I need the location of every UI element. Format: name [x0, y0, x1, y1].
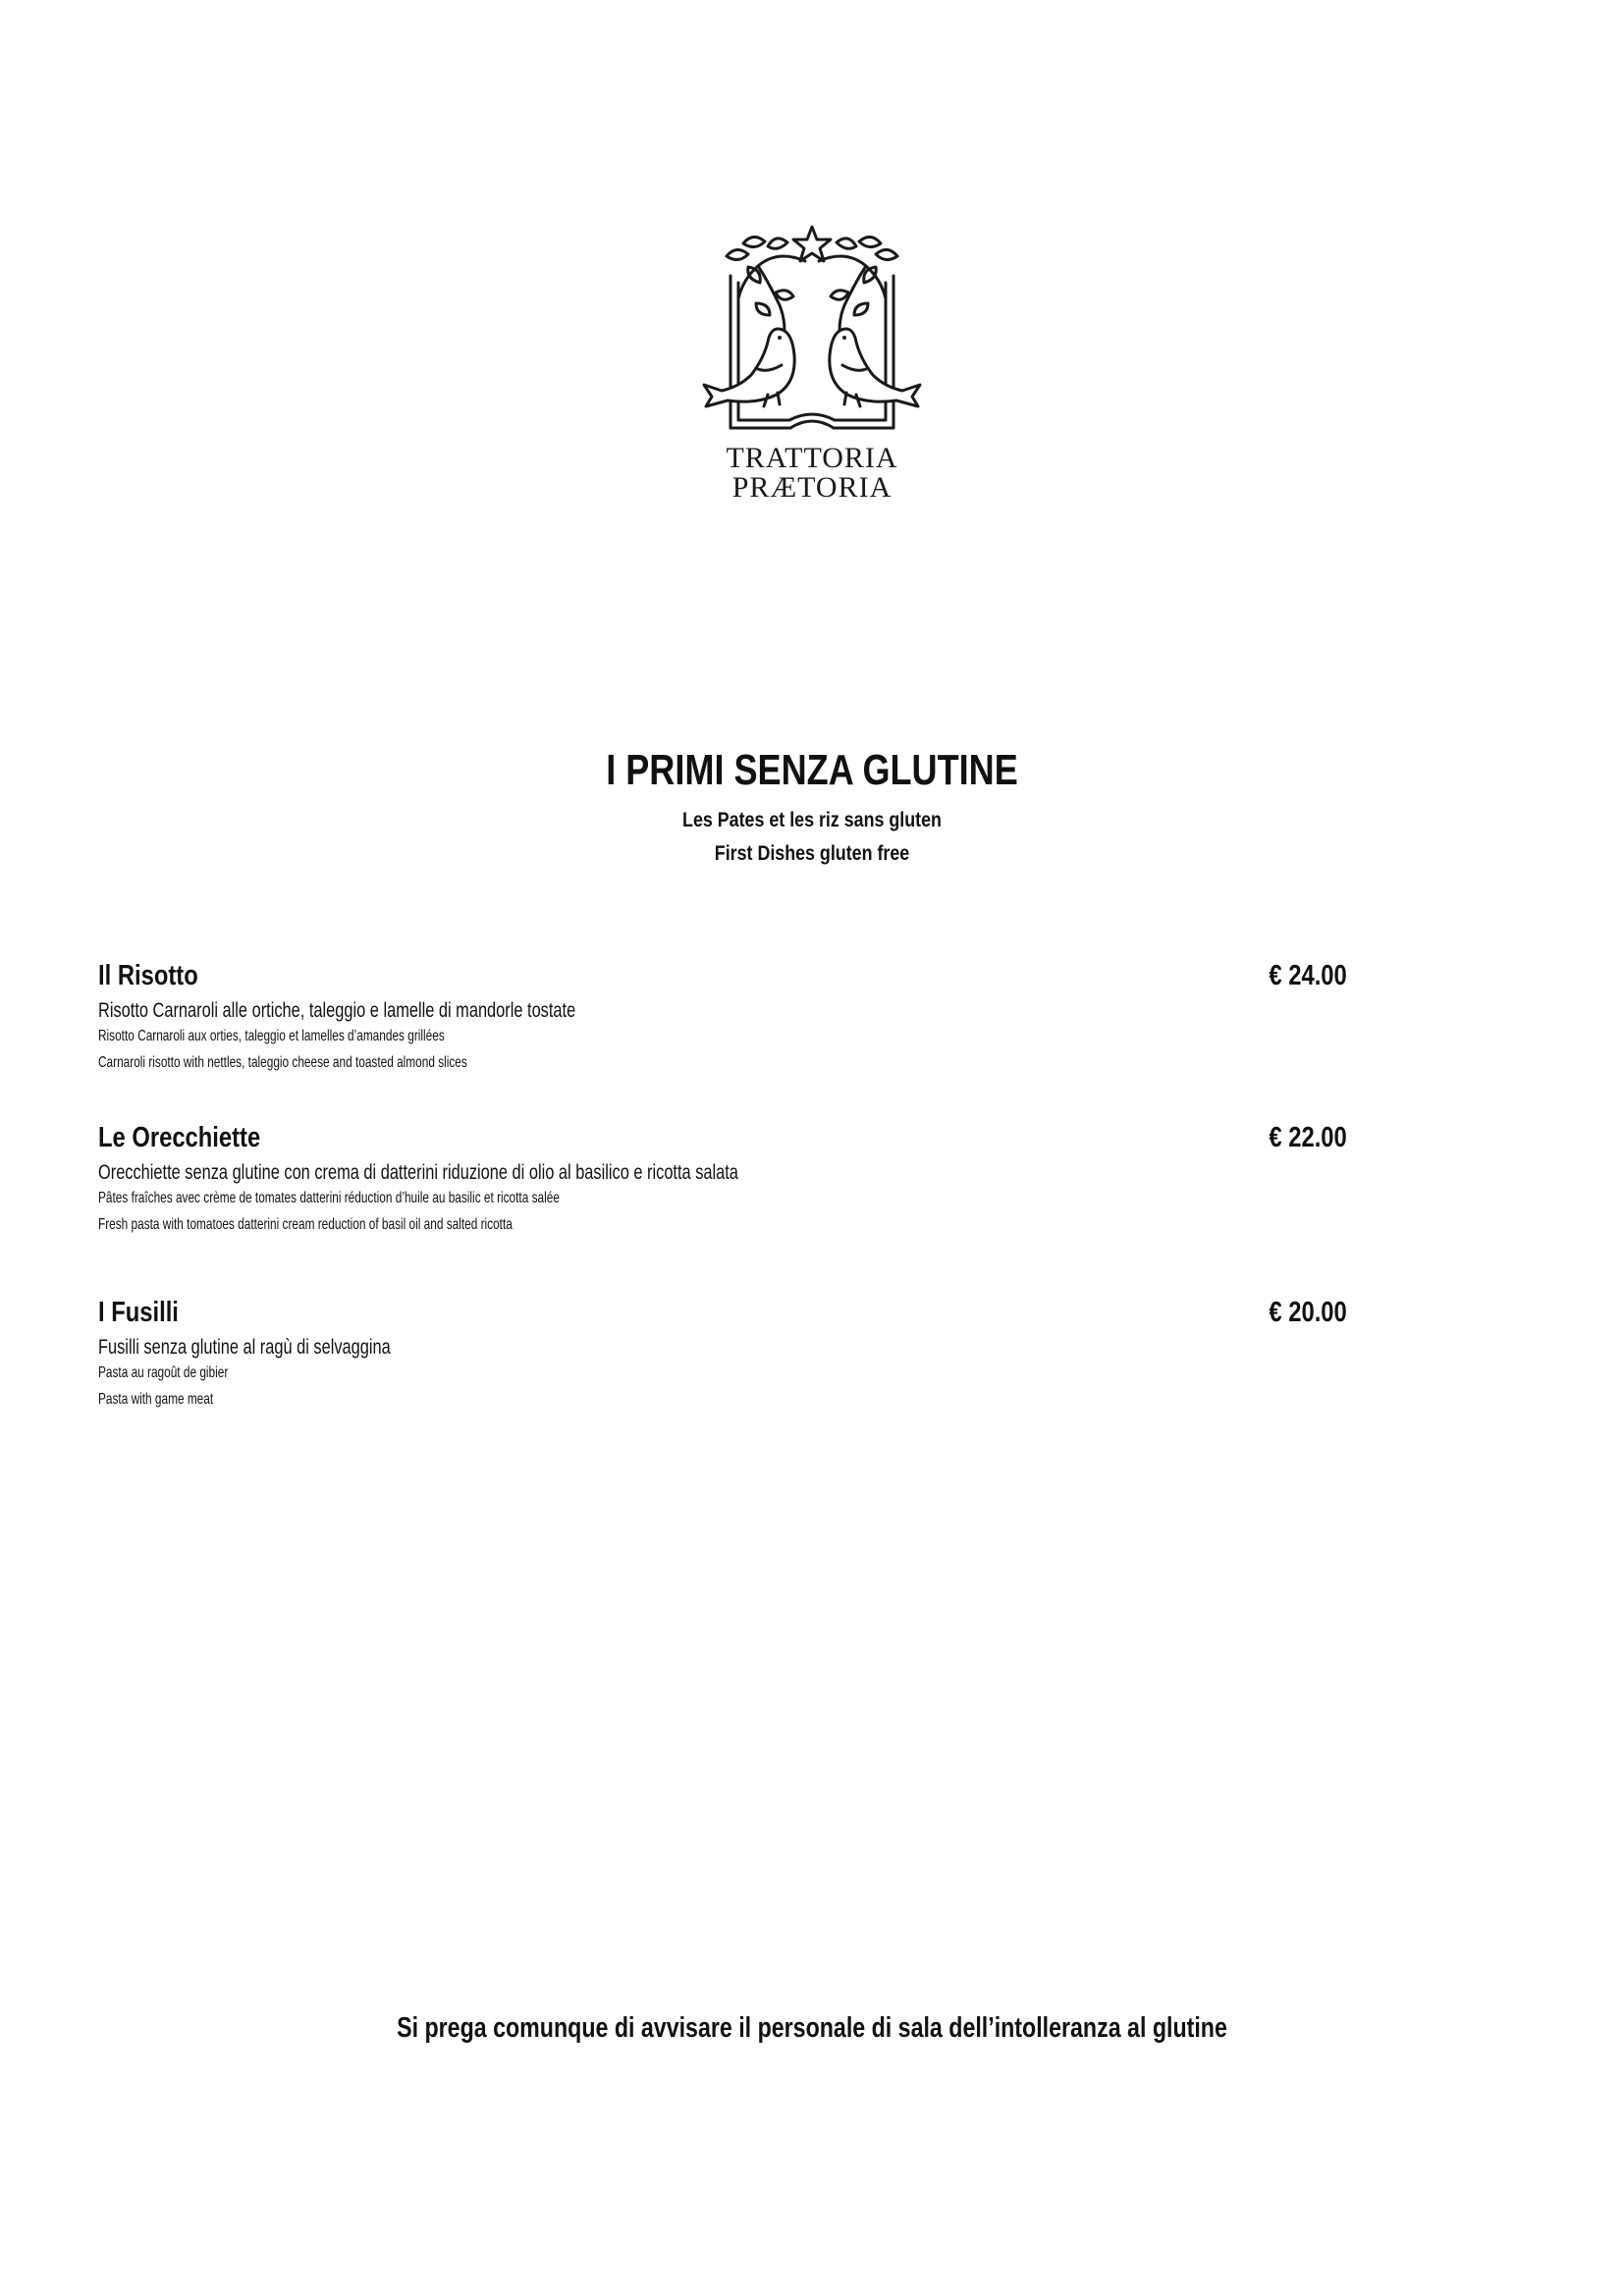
- doves-emblem-icon: [699, 222, 925, 438]
- dish-description-fr: Risotto Carnaroli aux orties, taleggio et lamelles d’amandes grillées: [98, 1028, 445, 1045]
- menu-section-subtitle-fr: Les Pates et les riz sans gluten: [682, 809, 942, 831]
- dish-price: € 24.00: [1269, 960, 1347, 991]
- dish-description-it: Risotto Carnaroli alle ortiche, taleggio e lamelle di mandorle tostate: [98, 999, 576, 1022]
- dish-description-en: Pasta with game meat: [98, 1390, 214, 1408]
- dish-price: € 22.00: [1269, 1122, 1347, 1153]
- dish-name: Le Orecchiette: [98, 1122, 261, 1153]
- dish-description-it: Fusilli senza glutine al ragù di selvaggina: [98, 1336, 391, 1359]
- dish-name: I Fusilli: [98, 1297, 179, 1328]
- logo-name-line2: PRÆTORIA: [731, 471, 893, 504]
- menu-section-subtitle-en: First Dishes gluten free: [714, 842, 910, 865]
- menu-item: [98, 1299, 1347, 1413]
- dish-name: Il Risotto: [98, 960, 198, 991]
- dish-description-fr: Pasta au ragoût de gibier: [98, 1364, 229, 1382]
- dish-description-en: Carnaroli risotto with nettles, taleggio cheese and toasted almond slices: [98, 1053, 467, 1071]
- dish-description-fr: Pâtes fraîches avec crème de tomates datterini réduction d’huile au basilic et ricotta salée: [98, 1190, 560, 1207]
- restaurant-logo: [699, 222, 925, 507]
- dish-description-it: Orecchiette senza glutine con crema di datterini riduzione di olio al basilico e ricotta salata: [98, 1161, 738, 1184]
- dish-price: € 20.00: [1269, 1297, 1347, 1328]
- dish-description-en: Fresh pasta with tomatoes datterini cream reduction of basil oil and salted ricotta: [98, 1215, 513, 1233]
- menu-section-title: I PRIMI SENZA GLUTINE: [606, 746, 1018, 794]
- menu-item: [98, 962, 1347, 1076]
- gluten-intolerance-notice: Si prega comunque di avvisare il personale di sala dell’intolleranza al glutine: [397, 2012, 1227, 2044]
- logo-name-line1: TRATTORIA: [726, 442, 898, 474]
- menu-item: [98, 1124, 1347, 1238]
